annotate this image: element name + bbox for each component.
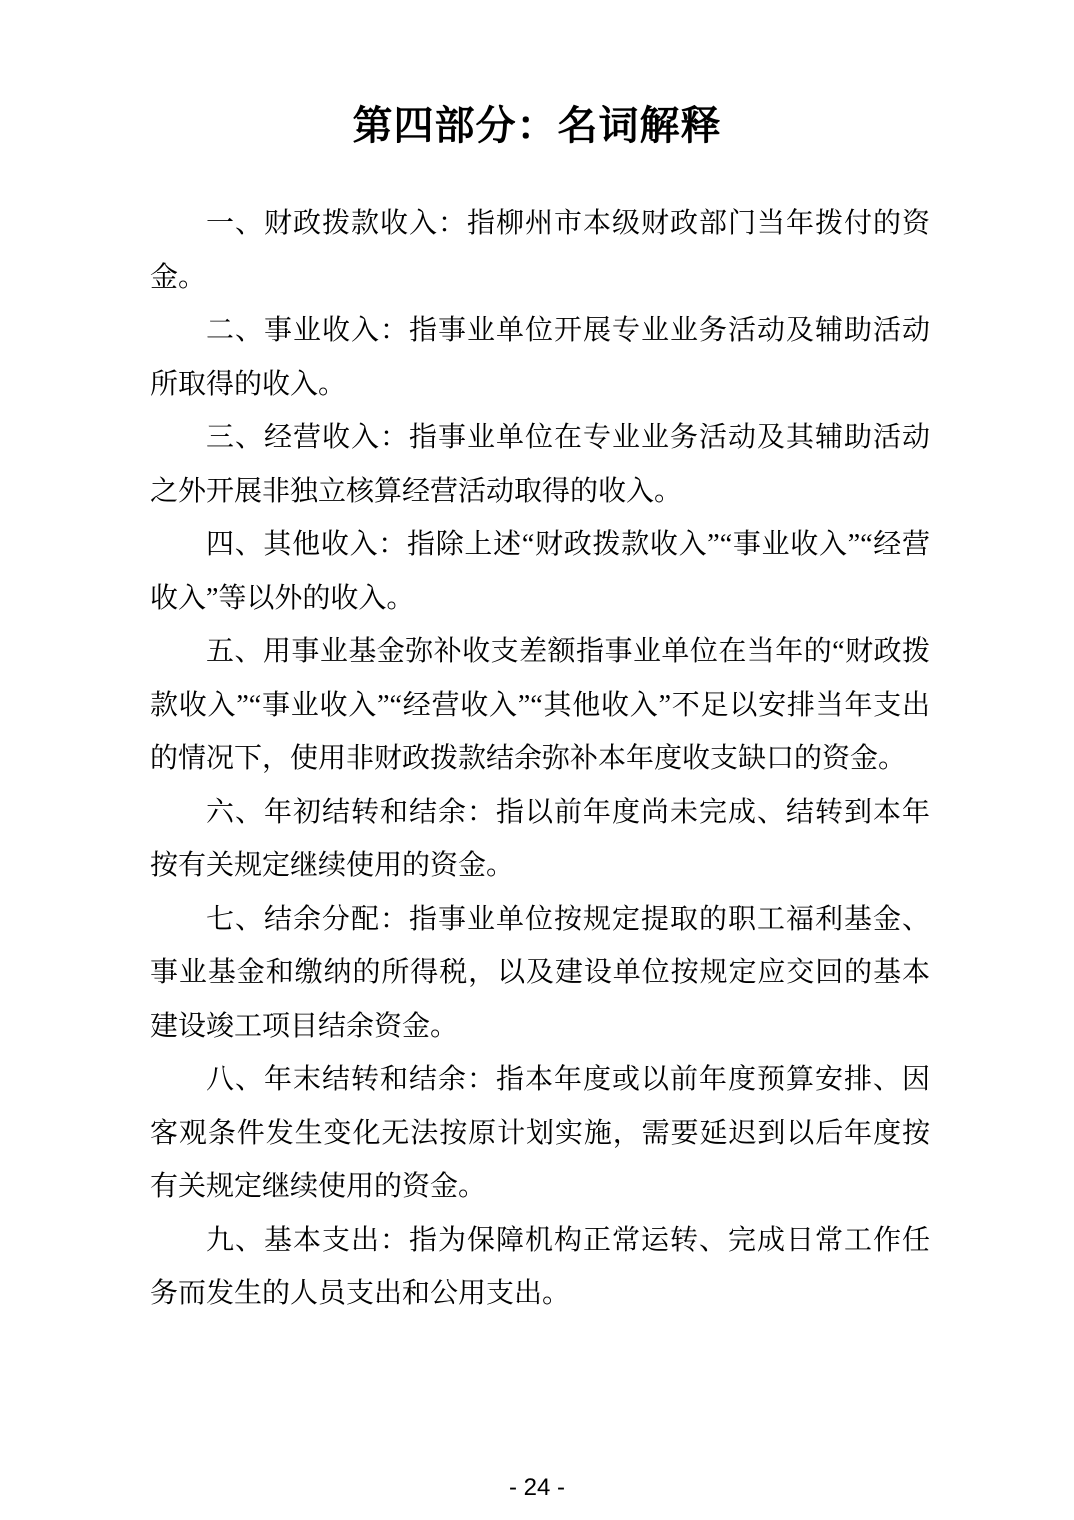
term-definition-paragraph-2: 二、事业收入：指事业单位开展专业业务活动及辅助活动所取得的收入。 [150,315,930,400]
term-definition-paragraph-3: 三、经营收入：指事业单位在专业业务活动及其辅助活动之外开展非独立核算经营活动取得的收入。 [150,422,930,507]
page-title: 第四部分：名词解释 [352,104,722,148]
glossary-body [150,197,930,1321]
term-definition-paragraph-1: 一、财政拨款收入：指柳州市本级财政部门当年拨付的资金。 [150,208,930,293]
term-definition-paragraph-9: 九、基本支出：指为保障机构正常运转、完成日常工作任务而发生的人员支出和公用支出。 [150,1224,930,1309]
term-definition-paragraph-6: 六、年初结转和结余：指以前年度尚未完成、结转到本年按有关规定继续使用的资金。 [150,796,930,881]
term-definition-paragraph-5: 五、用事业基金弥补收支差额指事业单位在当年的“财政拨款收入”“事业收入”“经营收入”“其他收入”不足以安排当年支出的情况下，使用非财政拨款结余弥补本年度收支缺口的资金。 [150,636,930,774]
term-definition-paragraph-8: 八、年末结转和结余：指本年度或以前年度预算安排、因客观条件发生变化无法按原计划实施，需要延迟到以后年度按有关规定继续使用的资金。 [150,1064,930,1202]
term-definition-paragraph-7: 七、结余分配：指事业单位按规定提取的职工福利基金、事业基金和缴纳的所得税，以及建设单位按规定应交回的基本建设竣工项目结余资金。 [150,903,930,1042]
term-definition-paragraph-4: 四、其他收入：指除上述“财政拨款收入”“事业收入”“经营收入”等以外的收入。 [150,529,930,614]
page-number: - 24 - [508,1474,565,1501]
